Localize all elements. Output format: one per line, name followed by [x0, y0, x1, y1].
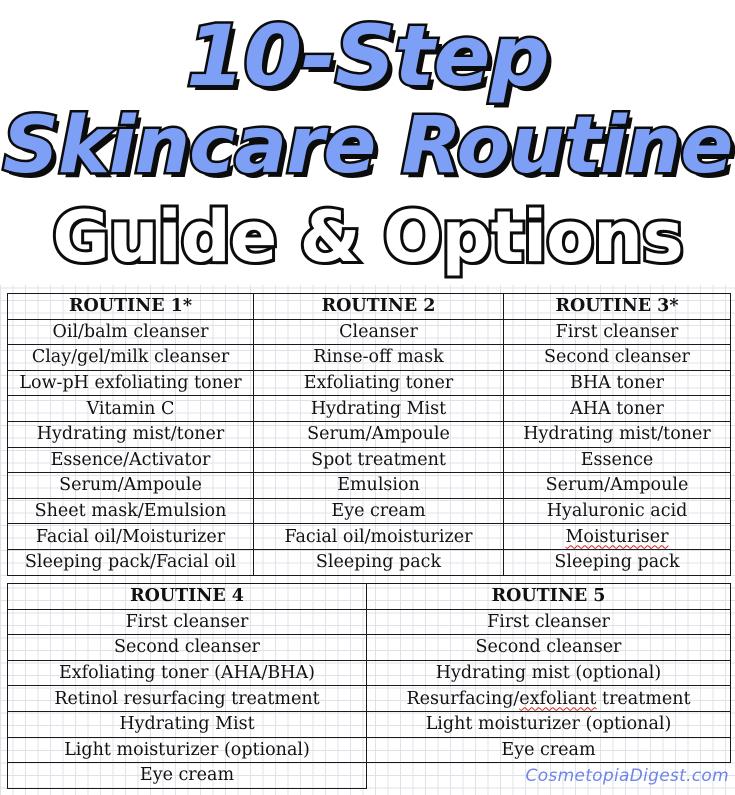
table-cell: Facial oil/Moisturizer: [8, 524, 254, 550]
table-row: [8, 319, 731, 345]
table-row: [8, 711, 731, 737]
table-cell: Spot treatment: [254, 447, 504, 473]
table-cell: Hydrating mist/toner: [8, 421, 254, 447]
table-cell: Exfoliating toner (AHA/BHA): [8, 660, 367, 686]
table-cell: [504, 524, 731, 550]
table-row: [8, 473, 731, 499]
routines-1-3-table: [7, 293, 731, 576]
table-cell: Serum/Ampoule: [254, 421, 504, 447]
table-row: [8, 421, 731, 447]
table-cell: Sleeping pack: [504, 549, 731, 575]
title-line-1: 10-Step: [186, 7, 549, 105]
table-cell: Serum/Ampoule: [504, 473, 731, 499]
table-cell: Second cleanser: [367, 635, 731, 661]
table-cell: Rinse-off mask: [254, 345, 504, 371]
table-cell: Essence: [504, 447, 731, 473]
table-cell: Light moisturizer (optional): [8, 737, 367, 763]
title-header: [0, 0, 735, 285]
table-row: [8, 686, 731, 712]
table-cell: Low-pH exfoliating toner: [8, 370, 254, 396]
table-cell: BHA toner: [504, 370, 731, 396]
table-cell: Eye cream: [254, 498, 504, 524]
routine-2-header: ROUTINE 2: [254, 294, 504, 320]
table-cell: Sleeping pack: [254, 549, 504, 575]
table-row: [8, 498, 731, 524]
table-header-row: [8, 294, 731, 320]
table-row: [8, 635, 731, 661]
table-cell: Retinol resurfacing treatment: [8, 686, 367, 712]
table-cell: Resurfacing/exfoliant treatment: [367, 686, 731, 712]
table-cell: Emulsion: [254, 473, 504, 499]
table-row: [8, 370, 731, 396]
table-cell: Second cleanser: [8, 635, 367, 661]
table-cell: Second cleanser: [504, 345, 731, 371]
table-cell: Eye cream: [367, 737, 731, 763]
routines-4-5-table: [7, 583, 731, 789]
table-row: [8, 549, 731, 575]
table-cell: Hyaluronic acid: [504, 498, 731, 524]
table-cell: Light moisturizer (optional): [367, 711, 731, 737]
table-row: [8, 609, 731, 635]
table-row: [8, 524, 731, 550]
table-cell: Cleanser: [254, 319, 504, 345]
table-cell: Hydrating mist/toner: [504, 421, 731, 447]
routine-4-header: ROUTINE 4: [8, 584, 367, 610]
table-row: [8, 660, 731, 686]
spellcheck-flagged-word: Moisturiser: [565, 526, 669, 547]
title-line-2: Skincare Routine: [2, 101, 733, 191]
table-cell: Sheet mask/Emulsion: [8, 498, 254, 524]
table-cell: Vitamin C: [8, 396, 254, 422]
spellcheck-flagged-word: exfoliant: [519, 688, 597, 709]
table-cell: Exfoliating toner: [254, 370, 504, 396]
table-cell: Eye cream: [8, 763, 367, 789]
table-cell: Essence/Activator: [8, 447, 254, 473]
table-row: [8, 396, 731, 422]
table-header-row: [8, 584, 731, 610]
table-cell: Serum/Ampoule: [8, 473, 254, 499]
table-row: [8, 345, 731, 371]
table-row: [8, 447, 731, 473]
routine-5-header: ROUTINE 5: [367, 584, 731, 610]
title-line-3: Guide & Options: [52, 196, 683, 278]
table-cell: Sleeping pack/Facial oil: [8, 549, 254, 575]
table-cell: Facial oil/moisturizer: [254, 524, 504, 550]
table-cell: Hydrating Mist: [254, 396, 504, 422]
routine-3-header: ROUTINE 3*: [504, 294, 731, 320]
watermark: CosmetopiaDigest.com: [525, 766, 729, 786]
table-row: [8, 737, 731, 763]
table-cell: AHA toner: [504, 396, 731, 422]
table-cell: Oil/balm cleanser: [8, 319, 254, 345]
table-cell: First cleanser: [504, 319, 731, 345]
routine-1-header: ROUTINE 1*: [8, 294, 254, 320]
table-cell: Hydrating mist (optional): [367, 660, 731, 686]
table-cell: Hydrating Mist: [8, 711, 367, 737]
table-cell: Clay/gel/milk cleanser: [8, 345, 254, 371]
table-cell: First cleanser: [367, 609, 731, 635]
table-cell: First cleanser: [8, 609, 367, 635]
